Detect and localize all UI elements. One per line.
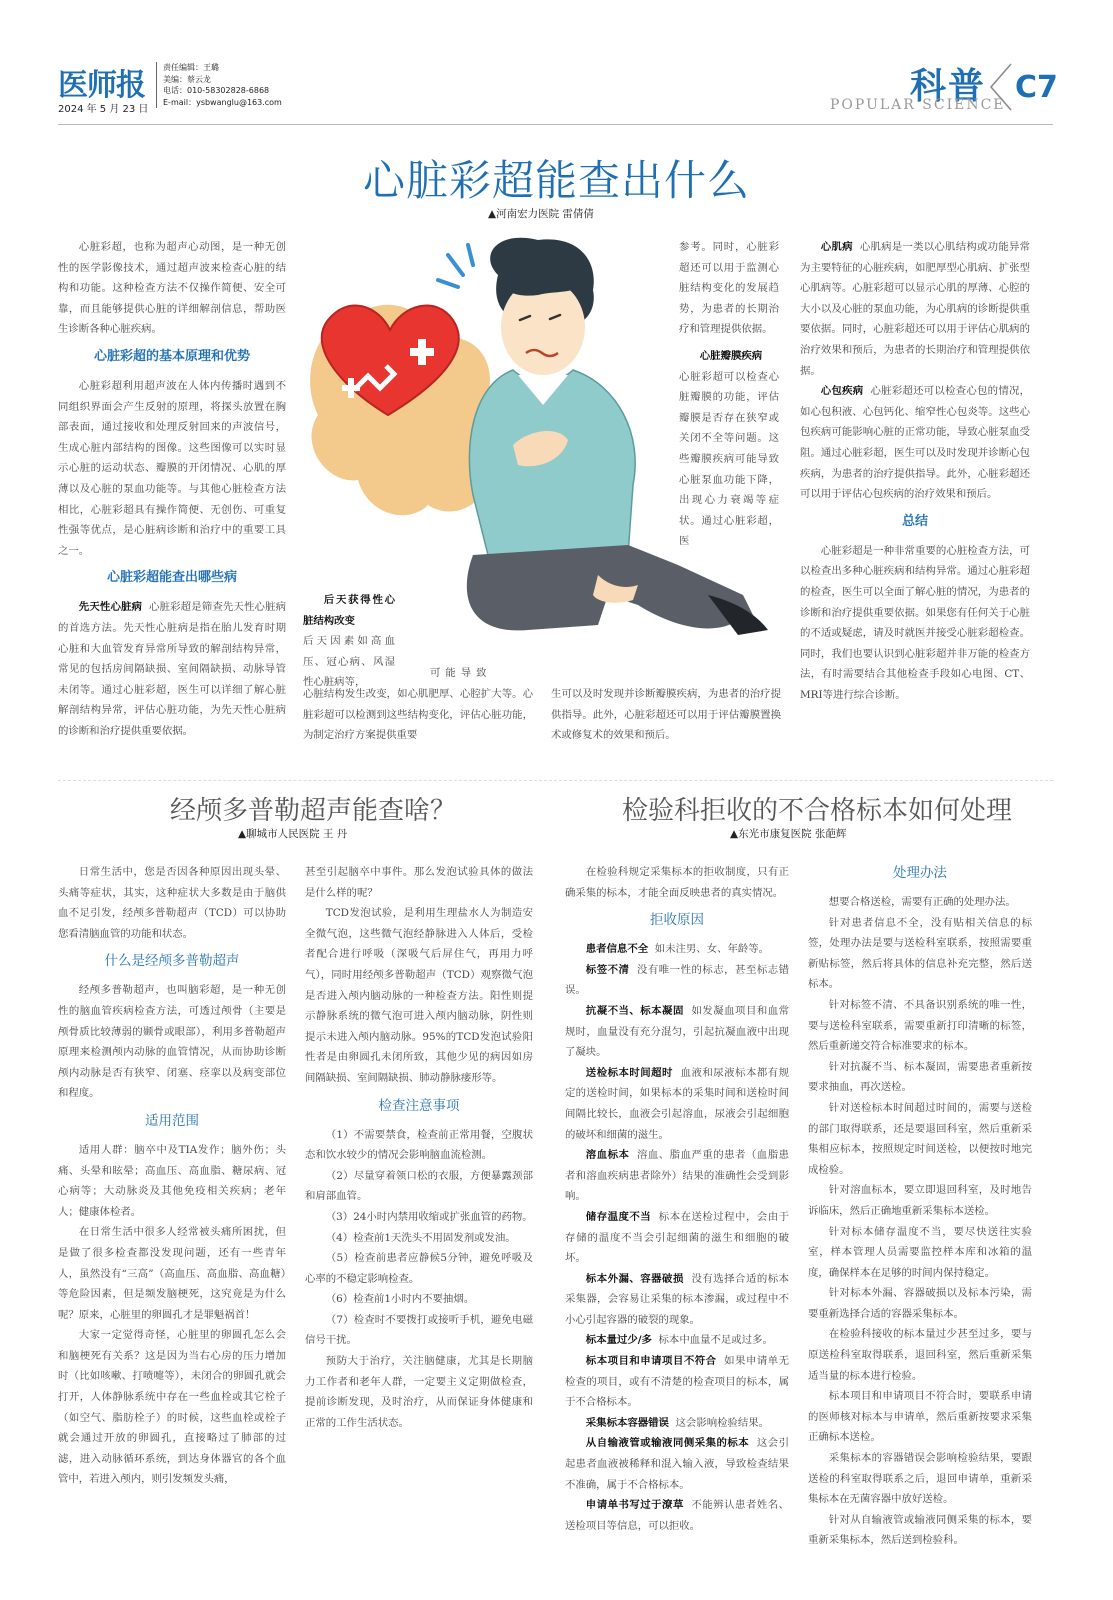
chevron-left-icon bbox=[985, 60, 1015, 114]
article1-intro: 心脏彩超，也称为超声心动图，是一种无创性的医学影像技术，通过超声波来检查心脏的结构和功能。这种检查方法不仅操作简便、安全可靠，而且能够提供心脏的详细解剖信息，帮助医生诊断各种心脏疾病。 bbox=[58, 241, 286, 336]
valve-text-b: 生可以及时发现并诊断瓣膜疾病，为患者的治疗提供指导。此外，心脏彩超还可以用于评估瓣膜置换术或修复术的效果和预后。 bbox=[551, 688, 781, 742]
article3-col1 bbox=[565, 862, 789, 1536]
note-7: （7）检查时不要拨打或接听手机，避免电磁信号干扰。 bbox=[305, 1313, 533, 1347]
article2-closing: 预防大于治疗，关注脑健康，尤其是长期脑力工作者和老年人群，一定要主义定期做检查，提前诊断发现，及时治疗，从而保证身体健康和正常的工作生活状态。 bbox=[305, 1355, 533, 1429]
acquired-gap-text: 可能导致 bbox=[430, 667, 492, 679]
article3-heading-reasons: 拒收原因 bbox=[650, 912, 704, 929]
reason-label: 储存温度不当 bbox=[585, 1210, 652, 1223]
pericardial-label: 心包疾病 bbox=[820, 385, 864, 398]
reason-text: 如果申请单无检查的项目，或有不清楚的检查项目的标本，属于不合格标本。 bbox=[565, 1355, 790, 1409]
article2-intro: 日常生活中，您是否因各种原因出现头晕、头痛等症状，其实，这种症状大多数是由于脑供血不足引发，经颅多普勒超声（TCD）可以协助您看清脑血管的功能和状态。 bbox=[58, 866, 286, 940]
article1-byline: ▲河南宏力医院 雷倩倩 bbox=[488, 208, 594, 220]
article2-pfo-cause: 大家一定觉得奇怪，心脏里的卵圆孔怎么会和脑梗死有关系？这是因为当右心房的压力增加时（比如咳嗽、打喷嚏等），未闭合的卵圆孔就会打开，人体静脉系统中存在一些血栓或其它栓子（如空气、脂肪栓子）的时候，这些血栓或栓子就会通过开放的卵圆孔，直接略过了肺部的过滤，进入动脉循环系统，到达身体器官的各个血管中，若进入颅内，则引发频发头痛， bbox=[58, 1329, 286, 1486]
valve-label: 心脏瓣膜疾病 bbox=[699, 349, 763, 362]
article2-col1 bbox=[58, 862, 286, 1490]
reason-label: 采集标本容器错误 bbox=[585, 1416, 669, 1429]
header-rule bbox=[58, 124, 1053, 125]
solution-item: 采集标本的容器错误会影响检验结果，要跟送检的科室取得联系之后，退回申请单，重新采集标本在无菌容器中放好送检。 bbox=[808, 1452, 1032, 1506]
article1-col3-top bbox=[679, 237, 779, 552]
article1-title: 心脏彩超能查出什么 bbox=[362, 156, 750, 205]
article1-principle-text: 心脏彩超利用超声波在人体内传播时遇到不同组织界面会产生反射的原理，将探头放置在胸部表面，通过接收和处理反射回来的声波信号，生成心脏内部结构的图像。这些图像可以实时显示心脏的运动状态、瓣膜的开闭情况、心肌的厚薄以及心脏的泵血功能等。与其他心脏检查方法相比，心脏彩超具有操作简便、无创伤、可重复性强等优点，是心脏病诊断和治疗中的重要工具之一。 bbox=[58, 379, 286, 557]
acquired-text-b: 心脏结构发生改变，如心肌肥厚、心腔扩大等。心脏彩超可以检测到这些结构变化，评估心脏功能，为制定治疗方案提供重要 bbox=[303, 688, 533, 742]
reason-text: 标本中血量不足或过多。 bbox=[658, 1334, 773, 1347]
article1-col4 bbox=[800, 237, 1030, 705]
article3-heading-solutions: 处理办法 bbox=[893, 865, 947, 881]
article3-col2 bbox=[808, 862, 1032, 1551]
note-5: （5）检查前患者应静候5分钟，避免呼吸及心率的不稳定影响检查。 bbox=[305, 1252, 533, 1285]
solution-item: 针对抗凝不当、标本凝固，需要患者重新按要求抽血，再次送检。 bbox=[808, 1060, 1032, 1094]
reason-text: 不能辨认患者姓名、送检项目等信息，可以拒收。 bbox=[565, 1499, 790, 1532]
reason-text: 如未注男、女、年龄等。 bbox=[654, 943, 770, 956]
article1-summary: 心脏彩超是一种非常重要的心脏检查方法，可以检查出多种心脏疾病和结构异常。通过心脏彩超的检查，医生可以全面了解心脏的情况，为患者的诊断和治疗提供重要依据。如果您有任何关于心脏的不适或疑虑，请及时就医并接受心脏彩超检查。同时，我们也要认识到心脏彩超并非万能的检查方法，有时需要结合其他检查手段如心电图、CT、MRI等进行综合诊断。 bbox=[800, 544, 1030, 701]
reason-label: 抗凝不当、标本凝固 bbox=[585, 1004, 684, 1017]
solution-item: 想要合格送检，需要有正确的处理办法。 bbox=[828, 896, 1016, 908]
article1-acquired-block bbox=[303, 590, 395, 693]
article3-intro: 在检验科规定采集标本的拒收制度，只有正确采集的标本，才能全面反映患者的真实情况。 bbox=[565, 866, 789, 899]
article2-byline: ▲聊城市人民医院 王 丹 bbox=[238, 828, 348, 840]
solution-item: 针对标本外漏、容器破损以及标本污染，需要重新选择合适的容器采集标本。 bbox=[808, 1287, 1032, 1320]
section-english: POPULAR SCIENCE bbox=[830, 97, 1006, 113]
valve-text-a: 心脏彩超可以检查心脏瓣膜的功能，评估瓣膜是否存在狭窄或关闭不全等问题。这些瓣膜疾病可能导致心脏泵血功能下降，出现心力衰竭等症状。通过心脏彩超，医 bbox=[679, 370, 779, 548]
article3-title: 检验科拒收的不合格标本如何处理 bbox=[622, 796, 1013, 826]
note-4: （4）检查前1天洗头不用固发剂或发油。 bbox=[325, 1231, 516, 1244]
article2-col2-lead: 甚至引起脑卒中事件。那么发泡试验具体的做法是什么样的呢？ bbox=[305, 866, 533, 899]
editor: 责任编辑：王璐 bbox=[163, 63, 219, 72]
article2-scope-text: 适用人群：脑卒中及TIA发作；脑外伤；头痛、头晕和眩晕；高血压、高血脂、糖尿病、冠心病等；大动脉炎及其他免疫相关疾病；老年人；健康体检者。 bbox=[58, 1143, 286, 1218]
article2-title: 经颅多普勒超声能查啥？ bbox=[170, 796, 457, 826]
reason-text: 血液和尿液标本都有规定的送检时间，如果标本的采集时间和送检时间间隔比较长，血液会引起溶血，尿液会引起细胞的破坏和细菌的滋生。 bbox=[565, 1066, 790, 1141]
reason-text: 这会引起患者血液被稀释和混入输入液，导致检查结果不准确，属于不合格标本。 bbox=[565, 1437, 790, 1491]
article1-heading-summary: 总结 bbox=[901, 513, 928, 529]
reason-text: 这会影响检验结果。 bbox=[675, 1416, 770, 1429]
article2-bubble-test: TCD发泡试验，是利用生理盐水人为制造安全微气泡，这些微气泡经静脉进入人体后，受检者配合进行呼吸（深吸气后屏住气，再用力呼气），同时用经颅多普勒超声（TCD）观察微气泡是否进入颅内脑动脉的一种检查方法。阳性则提示静脉系统的微气泡可进入颅内脑动脉，阴性则提示未进入颅内脑动脉。95%的TCD发泡试验阳性者是由卵圆孔未闭所致，其他少见的病因如房间隔缺损、室间隔缺损、肺动静脉瘘形等。 bbox=[305, 907, 533, 1084]
solution-item: 针对标本储存温度不当，要尽快送往实验室，样本管理人员需要监控样本库和冰箱的温度，确保样本在足够的时间内保持稳定。 bbox=[808, 1225, 1032, 1279]
article2-heading-notes: 检查注意事项 bbox=[378, 1097, 460, 1114]
reason-label: 送检标本时间超时 bbox=[585, 1066, 673, 1079]
reason-label: 标本量过少/多 bbox=[585, 1334, 652, 1347]
reason-text: 没有选择合适的标本采集器，会容易让采集的标本渗漏，或过程中不小心引起容器的破裂的现象。 bbox=[565, 1272, 790, 1326]
note-6: （6）检查前1小时内不要抽烟。 bbox=[325, 1293, 475, 1306]
cardiomyopathy-text: 心肌病是一类以心肌结构或功能异常为主要特征的心脏疾病，如肥厚型心肌病、扩张型心肌病等。心脏彩超可以显示心肌的厚薄、心腔的大小以及心脏的泵血功能，为心肌病的诊断提供重要依据。同时，心脏彩超还可以用于评估心肌病的治疗效果和预后，为患者的长期治疗和管理提供依据。 bbox=[800, 241, 1031, 377]
reason-text: 溶血、脂血严重的患者（血脂患者和溶血疾病患者除外）结果的准确性会受到影响。 bbox=[565, 1149, 790, 1203]
reason-text: 标本在送检过程中，会由于存储的温度不当会引起细菌的滋生和细胞的破坏。 bbox=[565, 1210, 790, 1265]
article1-col1 bbox=[58, 237, 286, 741]
congenital-text: 心脏彩超是筛查先天性心脏病的首选方法。先天性心脏病是指在胎儿发育时期心脏和大血管发育异常所导致的解剖结构异常，常见的包括房间隔缺损、室间隔缺损、动脉导管未闭等。通过心脏彩超，医生可以详细了解心脏解剖结构异常，评估心脏功能，为先天性心脏病的诊断和治疗提供重要依据。 bbox=[58, 601, 287, 737]
article2-what-text: 经颅多普勒超声，也叫脑彩超，是一种无创性的脑血管疾病检查方法，可透过颅骨（主要是颅骨质比较薄弱的颞骨或眼部），利用多普勒超声原理来检测颅内动脉的血管情况，从而协助诊断颅内动脉是否有狭窄、闭塞、痉挛以及病变部位和程度。 bbox=[58, 984, 286, 1100]
solution-item: 在检验科接收的标本量过少甚至过多，要与原送检科室取得联系，退回科室，然后重新采集适当量的标本进行检验。 bbox=[808, 1328, 1032, 1382]
article2-pfo-text: 在日常生活中很多人经常被头痛所困扰，但是做了很多检查都没发现问题，还有一些青年人，虽然没有“三高”（高血压、高血脂、高血糖）等危险因素，但是频发脑梗死，这究竟是为什么呢？原来，心脏里的卵圆孔才是罪魁祸首！ bbox=[58, 1226, 286, 1321]
solution-item: 针对患者信息不全，没有贴相关信息的标签，处理办法是要与送检科室联系，按照需要重新贴标签，然后将具体的信息补充完整，然后送标本。 bbox=[808, 916, 1032, 991]
article3-byline: ▲东光市康复医院 张葩辉 bbox=[730, 828, 847, 840]
reason-label: 溶血标本 bbox=[585, 1149, 630, 1162]
cardiomyopathy-label: 心肌病 bbox=[820, 241, 853, 253]
page-number: C7 bbox=[1015, 70, 1058, 105]
note-2: （2）尽量穿着领口松的衣服，方便暴露颈部和肩部血管。 bbox=[305, 1169, 533, 1203]
reason-label: 申请单书写过于潦草 bbox=[585, 1499, 684, 1512]
designer: 美编：蔡云龙 bbox=[163, 74, 211, 84]
solution-item: 针对标签不清、不具备识别系统的唯一性，要与送检科室联系，需要重新打印清晰的标签，然后重新递交符合标准要求的标本。 bbox=[808, 998, 1032, 1053]
reason-label: 标本项目和申请项目不符合 bbox=[585, 1355, 717, 1368]
reason-text: 如发凝血项目和血常规时，血量没有充分混匀，引起抗凝血液中出现了凝块。 bbox=[565, 1004, 790, 1059]
solution-item: 标本项目和申请项目不符合时，要联系申请的医师核对标本与申请单，然后重新按要求采集正确标本送检。 bbox=[808, 1390, 1032, 1444]
reason-label: 从自输液管或输液同侧采集的标本 bbox=[585, 1437, 750, 1450]
section-divider bbox=[58, 780, 1053, 781]
solution-item: 针对从自输液管或输液同侧采集的标本，要重新采集标本，然后送到检验科。 bbox=[808, 1513, 1032, 1547]
article1-heading-principle: 心脏彩超的基本原理和优势 bbox=[93, 348, 250, 364]
article2-heading-scope: 适用范围 bbox=[145, 1112, 199, 1129]
reason-text: 没有唯一性的标志，甚至标志错误。 bbox=[565, 963, 790, 997]
article2-heading-what: 什么是经颅多普勒超声 bbox=[104, 953, 240, 970]
note-1: （1）不需要禁食，检查前正常用餐，空腹状态和饮水较少的情况会影响脑血流检测。 bbox=[305, 1128, 533, 1162]
article1-col3-top-text: 参考。同时，心脏彩超还可以用于监测心脏结构变化的发展趋势，为患者的长期治疗和管理提供依据。 bbox=[679, 241, 779, 336]
email: E-mail：ysbwanglu@163.com bbox=[163, 97, 282, 107]
newspaper-logo: 医师报 bbox=[58, 68, 145, 103]
solution-item: 针对溶血标本，要立即退回科室，及时地告诉临床，然后正确地重新采集标本送检。 bbox=[808, 1184, 1032, 1217]
phone: 电话：010-58302828-6868 bbox=[163, 86, 270, 95]
acquired-text-a: 后天因素如高血压、冠心病、风湿性心脏病等， bbox=[303, 635, 395, 689]
article1-heading-diseases: 心脏彩超能查出哪些病 bbox=[106, 570, 237, 586]
editorial-info bbox=[156, 62, 282, 108]
acquired-label: 后天获得性心脏结构改变 bbox=[303, 594, 395, 627]
reason-label: 标本外漏、容器破损 bbox=[585, 1272, 684, 1285]
article2-col2 bbox=[305, 862, 533, 1433]
reason-label: 标签不清 bbox=[585, 963, 630, 976]
section-name: 科普 bbox=[910, 66, 987, 107]
solution-item: 针对送检标本时间超过时间的，需要与送检的部门取得联系，还是要退回科室，然后重新采集相应标本，按照规定时间送检，以便按时地完成检验。 bbox=[808, 1101, 1032, 1176]
congenital-label: 先天性心脏病 bbox=[78, 601, 143, 614]
pericardial-text: 心脏彩超还可以检查心包的情况，如心包积液、心包钙化、缩窄性心包炎等。这些心包疾病可能影响心脏的正常功能，导致心脏泵血受阻。通过心脏彩超，医生可以及时发现并诊断心包疾病，为患者的治疗提供指导。此外，心脏彩超还可以用于评估心包疾病的治疗效果和预后。 bbox=[800, 385, 1031, 501]
note-3: （3）24小时内禁用收缩或扩张血管的药物。 bbox=[325, 1210, 533, 1223]
reason-label: 患者信息不全 bbox=[585, 943, 649, 956]
issue-date: 2024 年 5 月 23 日 bbox=[58, 104, 149, 115]
